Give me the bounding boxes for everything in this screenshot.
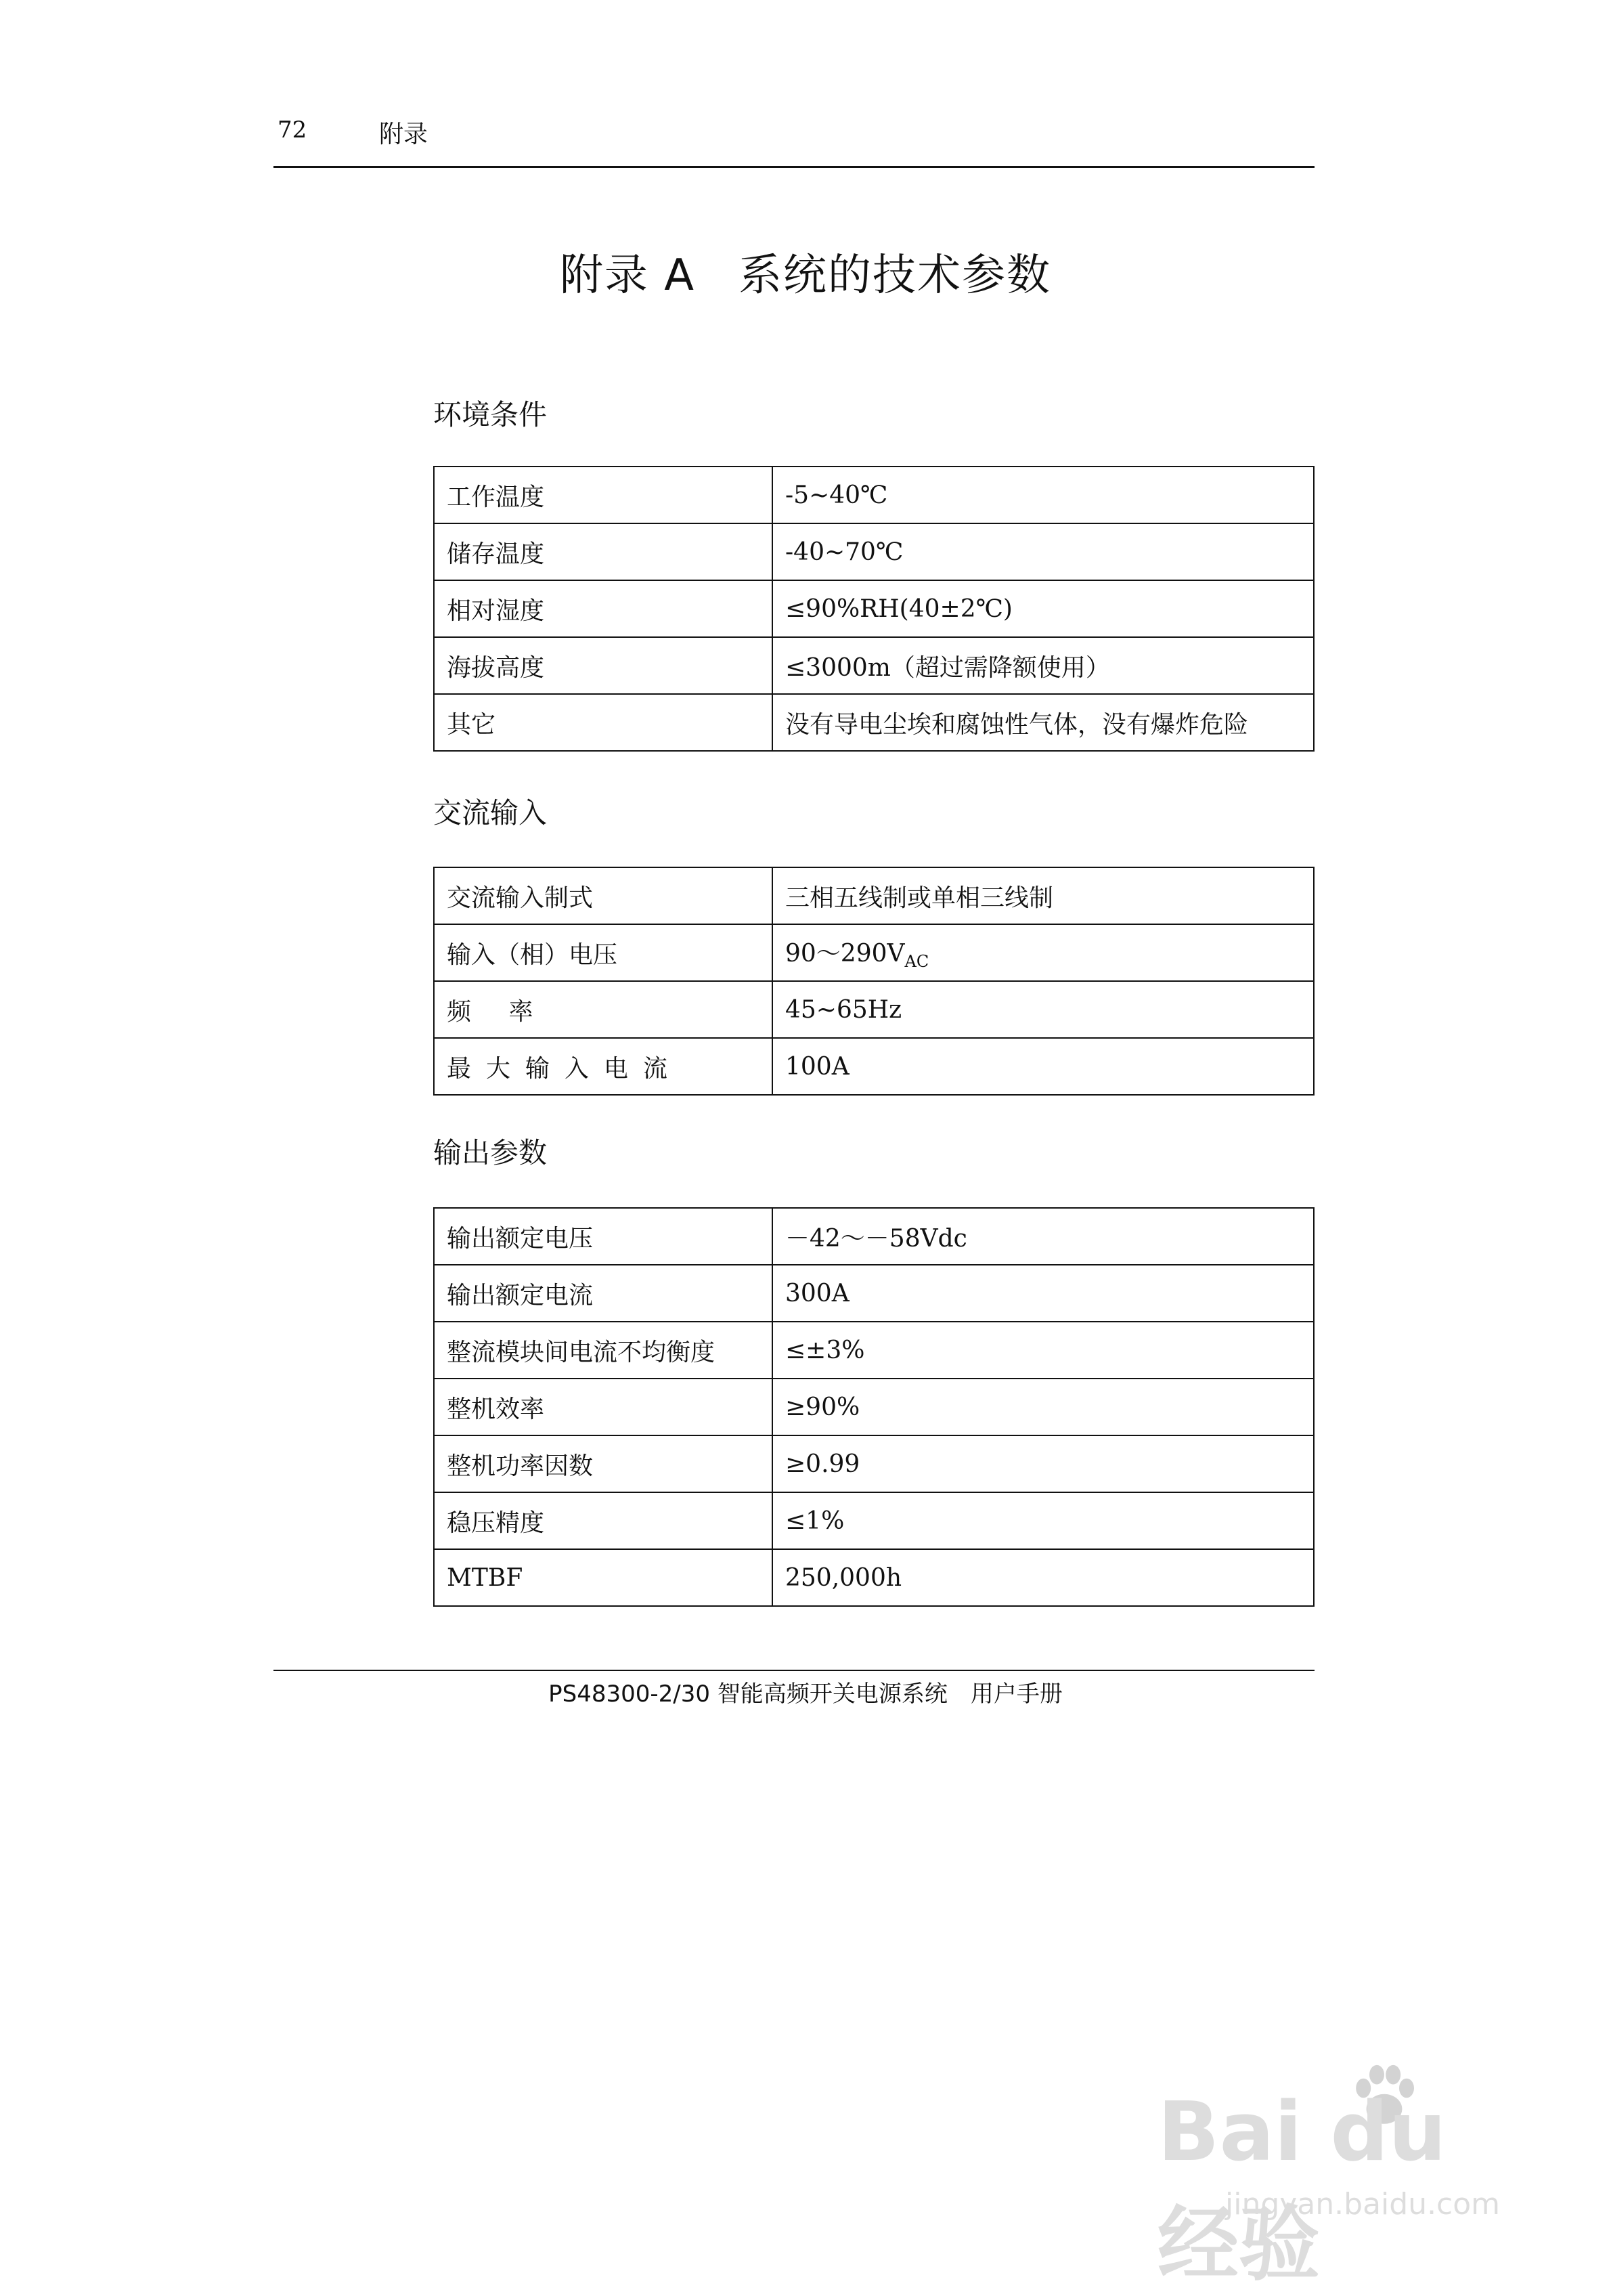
- table-row: [434, 1492, 1314, 1549]
- table-row: [434, 924, 1314, 981]
- table-row: [434, 1549, 1314, 1606]
- param-name: 频 率: [434, 981, 772, 1038]
- table-row: [434, 1435, 1314, 1492]
- table-row: [434, 1038, 1314, 1095]
- section-heading-output: 输出参数: [433, 1136, 548, 1169]
- param-value: 250,000h: [772, 1549, 1314, 1606]
- param-name: MTBF: [434, 1549, 772, 1606]
- table-row: [434, 1265, 1314, 1322]
- param-name: 相对湿度: [434, 580, 772, 637]
- param-value: -40~70℃: [772, 523, 1314, 580]
- param-value: 300A: [772, 1265, 1314, 1322]
- param-name: 海拔高度: [434, 637, 772, 694]
- param-value: 45~65Hz: [772, 981, 1314, 1038]
- param-name: 输入（相）电压: [434, 924, 772, 981]
- running-header: 附录: [379, 121, 428, 148]
- param-value: ≤1%: [772, 1492, 1314, 1549]
- ac-input-table: [433, 867, 1315, 1096]
- param-value: ≤±3%: [772, 1322, 1314, 1379]
- table-row: [434, 523, 1314, 580]
- param-value: 100A: [772, 1038, 1314, 1095]
- param-name: 稳压精度: [434, 1492, 772, 1549]
- environment-table: [433, 466, 1315, 752]
- param-value: ≤90%RH(40±2℃): [772, 580, 1314, 637]
- table-row: [434, 981, 1314, 1038]
- table-row: [434, 1322, 1314, 1379]
- footer-rule: [273, 1670, 1315, 1671]
- page-footer: PS48300-2/30 智能高频开关电源系统 用户手册: [548, 1681, 1063, 1708]
- param-name: 输出额定电压: [434, 1208, 772, 1265]
- watermark-logo: Bai du 经验: [1157, 2085, 1447, 2292]
- param-name: 储存温度: [434, 523, 772, 580]
- param-name: 整机功率因数: [434, 1435, 772, 1492]
- param-value: ≥90%: [772, 1379, 1314, 1435]
- param-value-main: 90～290V: [785, 939, 905, 968]
- param-value-subscript: AC: [904, 952, 929, 972]
- param-name: 整流模块间电流不均衡度: [434, 1322, 772, 1379]
- table-row: [434, 580, 1314, 637]
- baidu-watermark: [1157, 2058, 1537, 2292]
- param-name: 交流输入制式: [434, 867, 772, 924]
- param-name: 整机效率: [434, 1379, 772, 1435]
- param-name: 最大输入电流: [434, 1038, 772, 1095]
- param-value: [772, 924, 1314, 981]
- param-name: 工作温度: [434, 467, 772, 523]
- title-prefix: 附录 A: [559, 251, 696, 301]
- header-rule: [273, 166, 1315, 168]
- param-value: 没有导电尘埃和腐蚀性气体，没有爆炸危险: [772, 694, 1314, 751]
- page-title: [0, 240, 1611, 303]
- param-value: －42～－58Vdc: [772, 1208, 1314, 1265]
- param-name: 输出额定电流: [434, 1265, 772, 1322]
- table-row: [434, 694, 1314, 751]
- param-value: ≤3000m（超过需降额使用）: [772, 637, 1314, 694]
- page-number: 72: [278, 116, 307, 144]
- param-value: ≥0.99: [772, 1435, 1314, 1492]
- table-row: [434, 1208, 1314, 1265]
- watermark-url: jingyan.baidu.com: [1225, 2187, 1501, 2222]
- param-value: 三相五线制或单相三线制: [772, 867, 1314, 924]
- param-value: -5~40℃: [772, 467, 1314, 523]
- table-row: [434, 1379, 1314, 1435]
- section-heading-ac-input: 交流输入: [433, 796, 548, 829]
- table-row: [434, 637, 1314, 694]
- title-text: 系统的技术参数: [738, 251, 1052, 301]
- param-name: 其它: [434, 694, 772, 751]
- section-heading-environment: 环境条件: [433, 398, 548, 431]
- table-row: [434, 467, 1314, 523]
- output-table: [433, 1207, 1315, 1607]
- table-row: [434, 867, 1314, 924]
